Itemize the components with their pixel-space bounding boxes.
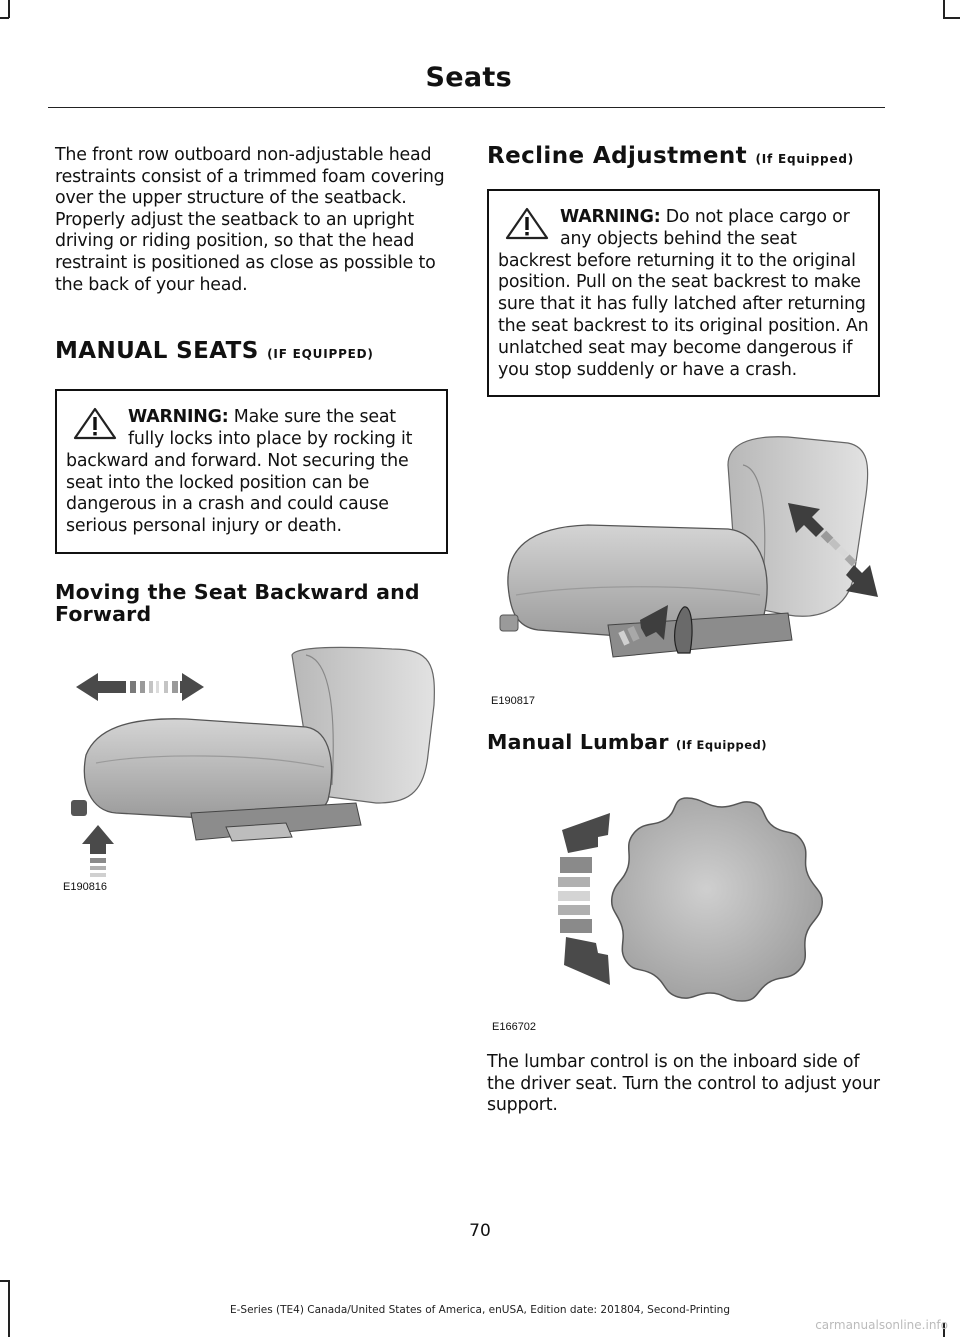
crop-mark: [943, 17, 960, 19]
manual-seats-heading: [55, 338, 448, 364]
warning-triangle-icon: [498, 207, 556, 241]
warning-label: WARNING:: [128, 407, 229, 428]
arrow-stripes: [130, 681, 178, 693]
lumbar-heading: [487, 731, 767, 756]
page-header: [48, 58, 885, 108]
warning-box-seat-lock: [55, 389, 448, 554]
figure-code: E190817: [491, 695, 536, 707]
crop-mark: [943, 0, 945, 18]
recline-heading: [487, 143, 880, 169]
warning-label: WARNING:: [560, 207, 661, 227]
edition-line: E-Series (TE4) Canada/United States of America, enUSA, Edition date: 201804, Second-Printing: [229, 1304, 730, 1316]
page-number: 70: [469, 1221, 491, 1241]
lumbar-knob-illustration: [552, 795, 882, 1005]
crop-mark: [8, 0, 10, 18]
moving-seat-heading: Moving the Seat Backward and Forward: [55, 579, 420, 626]
lumbar-paragraph: The lumbar control is on the inboard side of the driver seat. Turn the control to adjust your support.: [487, 1052, 880, 1116]
manual-seats-suffix: (IF EQUIPPED): [267, 347, 374, 362]
page-title: Seats: [425, 62, 512, 93]
right-column: [487, 143, 880, 397]
lumbar-suffix: (If Equipped): [676, 738, 768, 752]
recline-title: Recline Adjustment: [487, 143, 748, 169]
warning-box-recline: [487, 189, 880, 397]
recline-suffix: (If Equipped): [755, 152, 855, 166]
warning-text: Make sure the seat fully locks into place by rocking it backward and forward. Not securing the seat into the locked position can be dangerous in a crash and could cause serious personal injury or death.: [66, 407, 413, 537]
figure-code: E190816: [63, 881, 108, 893]
warning-triangle-icon: [66, 407, 124, 441]
crop-mark: [0, 17, 9, 19]
crop-mark: [0, 1280, 9, 1282]
seat-fore-aft-illustration: [56, 635, 448, 880]
figure-code: E166702: [492, 1021, 537, 1033]
intro-paragraph: The front row outboard non-adjustable head restraints consist of a trimmed foam covering over the upper structure of the seatback. Properly adjust the seatback to an upright driving or riding position, so that the head restraint is positioned as close as possible to the back of your head.: [55, 145, 445, 295]
manual-seats-title: MANUAL SEATS: [55, 338, 259, 365]
left-column: [55, 145, 448, 625]
watermark: carmanualsonline.info: [815, 1318, 948, 1332]
lumbar-title: Manual Lumbar: [487, 730, 669, 754]
seat-recline-illustration: [488, 425, 880, 675]
warning-text: Do not place cargo or any objects behind the seat backrest before returning it to the original position. Pull on the seat backrest to make sure that it has fully latched after returning the seat backrest to its original position. An unlatched seat may become dangerous if you stop suddenly or have a crash.: [498, 207, 869, 380]
